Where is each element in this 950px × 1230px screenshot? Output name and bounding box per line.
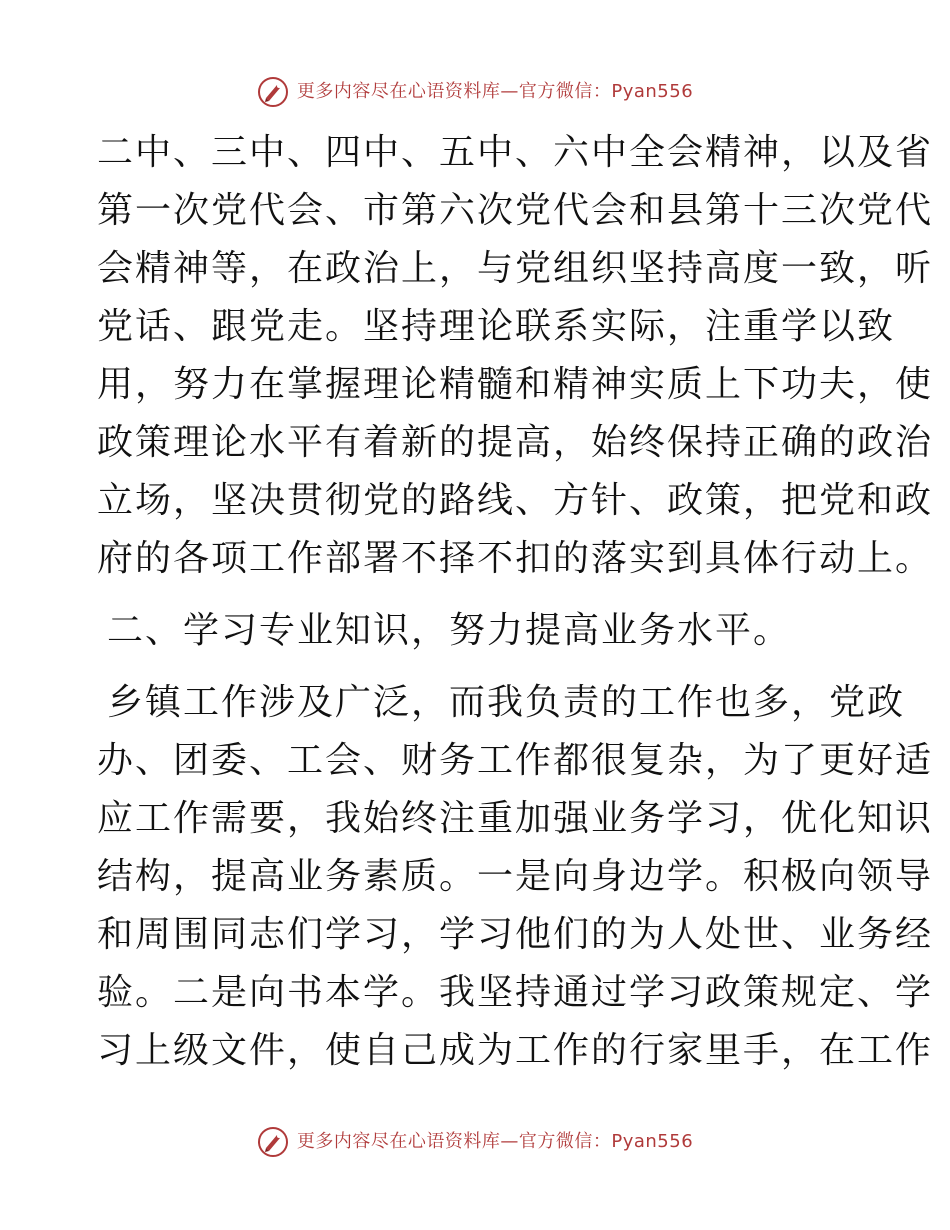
text-line: 结构，提高业务素质。一是向身边学。积极向领导: [97, 856, 934, 897]
text-line: 用，努力在掌握理论精髓和精神实质上下功夫，使: [97, 364, 934, 405]
text-line: 习上级文件，使自己成为工作的行家里手，在工作: [97, 1030, 934, 1071]
text-line: 党话、跟党走。坚持理论联系实际，注重学以致: [97, 306, 896, 347]
text-line: 乡镇工作涉及广泛，而我负责的工作也多，党政: [107, 682, 906, 723]
header-watermark-text: 更多内容尽在心语资料库—官方微信：Pyan556: [296, 81, 694, 102]
paragraph-2: [97, 674, 934, 1080]
text-line: 二中、三中、四中、五中、六中全会精神，以及省: [97, 132, 934, 173]
text-line: 府的各项工作部署不择不扣的落实到具体行动上。: [97, 538, 934, 579]
pen-logo-icon: [257, 76, 289, 108]
document-body: [97, 124, 934, 1080]
paragraph-1: [97, 124, 934, 588]
section-heading: 二、学习专业知识，努力提高业务水平。: [107, 610, 792, 651]
text-line: 会精神等，在政治上，与党组织坚持高度一致，听: [97, 248, 934, 289]
text-line: 应工作需要，我始终注重加强业务学习，优化知识: [97, 798, 934, 839]
header-watermark: [0, 72, 950, 112]
text-line: 第一次党代会、市第六次党代会和县第十三次党代: [97, 190, 934, 231]
text-line: 和周围同志们学习，学习他们的为人处世、业务经: [97, 914, 934, 955]
text-line: 立场，坚决贯彻党的路线、方针、政策，把党和政: [97, 480, 934, 521]
footer-watermark: [0, 1122, 950, 1162]
text-line: 政策理论水平有着新的提高，始终保持正确的政治: [97, 422, 934, 463]
pen-logo-icon: [257, 1126, 289, 1158]
footer-watermark-text: 更多内容尽在心语资料库—官方微信：Pyan556: [296, 1131, 694, 1152]
text-line: 验。二是向书本学。我坚持通过学习政策规定、学: [97, 972, 934, 1013]
text-line: 办、团委、工会、财务工作都很复杂，为了更好适: [97, 740, 934, 781]
